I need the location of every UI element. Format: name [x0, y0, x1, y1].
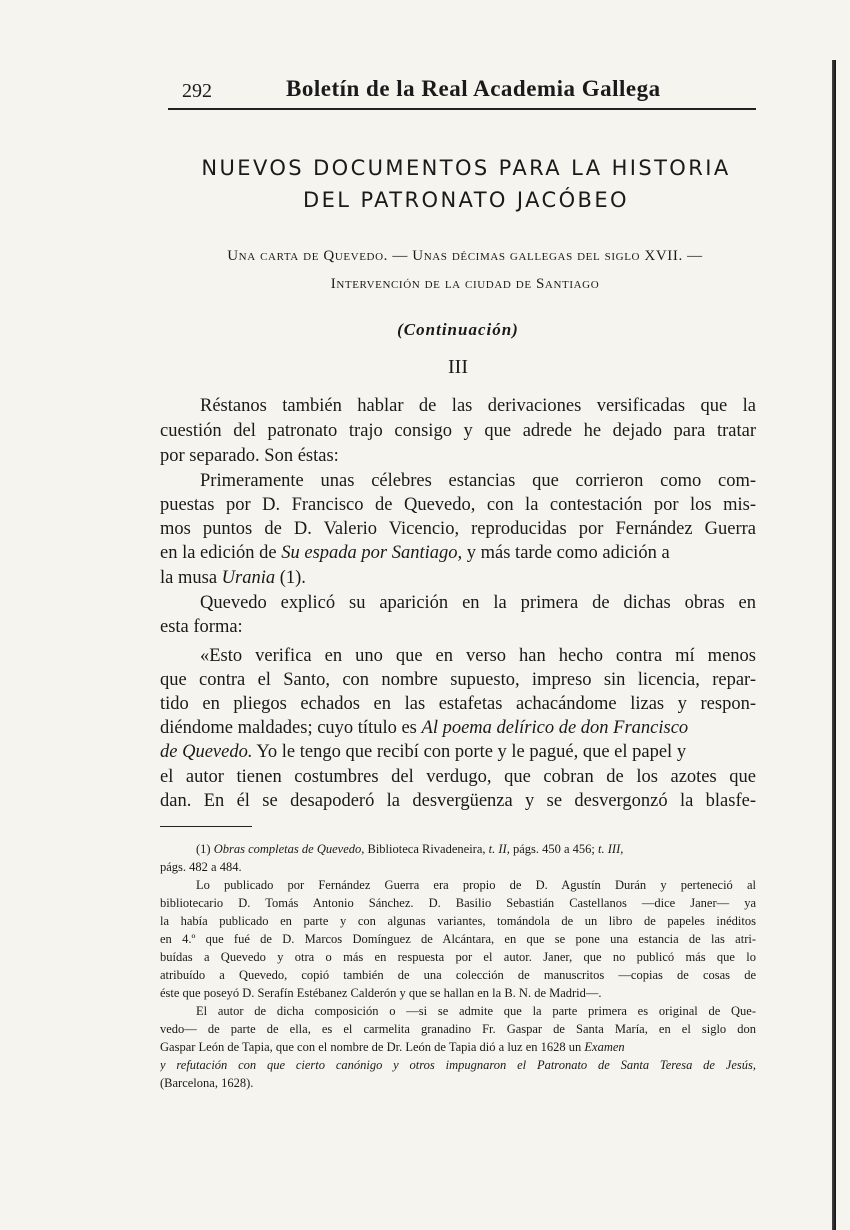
body-line [160, 566, 756, 590]
footnote-text: págs. 450 a 456; [509, 842, 599, 856]
footnote-line [160, 1038, 756, 1056]
footnote-line: atribuído a Quevedo, copió también de una colección de manuscritos —copias de cosas de [160, 968, 756, 982]
body-text: la musa [160, 568, 222, 588]
footnote-rule [160, 826, 252, 827]
footnote-line: buídas a Quevedo y otra o más en respuesta por el autor. Janer, que no publicó más que lo [160, 950, 756, 964]
running-head [160, 76, 756, 108]
body-line: Réstanos también hablar de las derivaciones versificadas que la [200, 396, 756, 416]
book-title: Urania [221, 568, 276, 588]
footnote-text: Biblioteca Rivadeneira, [364, 842, 489, 856]
article-subtitle-line-1: Una carta de Quevedo. — Unas décimas gallegas del siglo XVII. — [227, 248, 703, 264]
quote-line: dan. En él se desapoderó la desvergüenza y se desvergonzó la blasfe- [160, 791, 756, 811]
volume-ref: t. II, [488, 842, 510, 856]
body-line: mos puntos de D. Valerio Vicencio, reproducidas por Fernández Guerra [160, 519, 756, 539]
binding-edge [832, 60, 836, 1230]
quote-line: «Esto verifica en uno que en verso han hecho contra mí menos [200, 646, 756, 666]
body-text: diéndome maldades; cuyo título es [160, 718, 422, 738]
body-line: puestas por D. Francisco de Quevedo, con la contestación por los mis- [160, 495, 756, 515]
body-text: Yo le tengo que recibí con porte y le pagué, que el papel y [252, 742, 687, 762]
body-line: cuestión del patronato trajo consigo y que adrede he dejado para tratar [160, 421, 756, 441]
quote-line [160, 716, 756, 740]
body-line: Primeramente unas célebres estancias que corrieron como com- [200, 471, 756, 491]
continuation-label: (Continuación) [397, 320, 519, 339]
cited-title: Examen [584, 1040, 625, 1054]
body-line: esta forma: [160, 617, 243, 637]
footnote-line: vedo— de parte de ella, es el carmelita granadino Fr. Gaspar de Santa María, en el siglo don [160, 1022, 756, 1036]
footnote-line: Lo publicado por Fernández Guerra era propio de D. Agustín Durán y perteneció al [196, 878, 756, 892]
footnote-line: éste que poseyó D. Serafín Estébanez Calderón y que se hallan en la B. N. de Madrid—. [160, 986, 602, 1000]
body-line: Quevedo explicó su aparición en la primera de dichas obras en [200, 593, 756, 613]
article-title-line-2: DEL PATRONATO JACÓBEO [303, 188, 629, 212]
body-text: y más tarde como adición a [462, 543, 670, 563]
page-number: 292 [182, 80, 212, 102]
body-line: por separado. Son éstas: [160, 446, 339, 466]
journal-title: Boletín de la Real Academia Gallega [286, 76, 661, 101]
footnote-text: Gaspar León de Tapia, que con el nombre de Dr. León de Tapia dió a luz en 1628 un [160, 1040, 585, 1054]
footnote-line [196, 840, 756, 858]
section-number: III [448, 356, 468, 378]
header-rule [168, 108, 756, 110]
body-line [160, 541, 756, 565]
quoted-title: de Quevedo. [160, 742, 253, 762]
footnote-line: la había publicado en parte y con algunas variantes, tomándola de un libro de papeles inéditos [160, 914, 756, 928]
volume-ref: t. III, [598, 842, 624, 856]
body-text: en la edición de [160, 543, 282, 563]
quote-line: el autor tienen costumbres del verdugo, que cobran de los azotes que [160, 767, 756, 787]
footnote-marker: (1) [196, 842, 214, 856]
quote-line: que contra el Santo, con nombre supuesto, impreso sin licencia, repar- [160, 670, 756, 690]
quote-line: tido en pliegos echados en las estafetas achacándome lizas y respon- [160, 694, 756, 714]
cited-title: Obras completas de Quevedo, [213, 842, 365, 856]
footnote-line: en 4.º que fué de D. Marcos Domínguez de Alcántara, en que se pone una estancia de las atri- [160, 932, 756, 946]
footnote-line: págs. 482 a 484. [160, 860, 242, 874]
footnote-reference: (1). [275, 568, 306, 588]
quote-line [160, 740, 756, 764]
book-title: Su espada por Santiago, [281, 543, 463, 563]
footnote-line: bibliotecario D. Tomás Antonio Sánchez. D. Basilio Sebastián Castellanos —dice Janer— ya [160, 896, 756, 910]
article-subtitle-line-2: Intervención de la ciudad de Santiago [330, 276, 600, 292]
footnote-line: y refutación con que cierto canónigo y otros impugnaron el Patronato de Santa Teresa de Jesús, [160, 1058, 756, 1072]
footnote-line: El autor de dicha composición o —si se admite que la parte primera es original de Que- [196, 1004, 756, 1018]
quoted-title: Al poema delírico de don Francisco [421, 718, 689, 738]
footnote-line: (Barcelona, 1628). [160, 1076, 254, 1090]
article-title-line-1: NUEVOS DOCUMENTOS PARA LA HISTORIA [201, 156, 731, 180]
